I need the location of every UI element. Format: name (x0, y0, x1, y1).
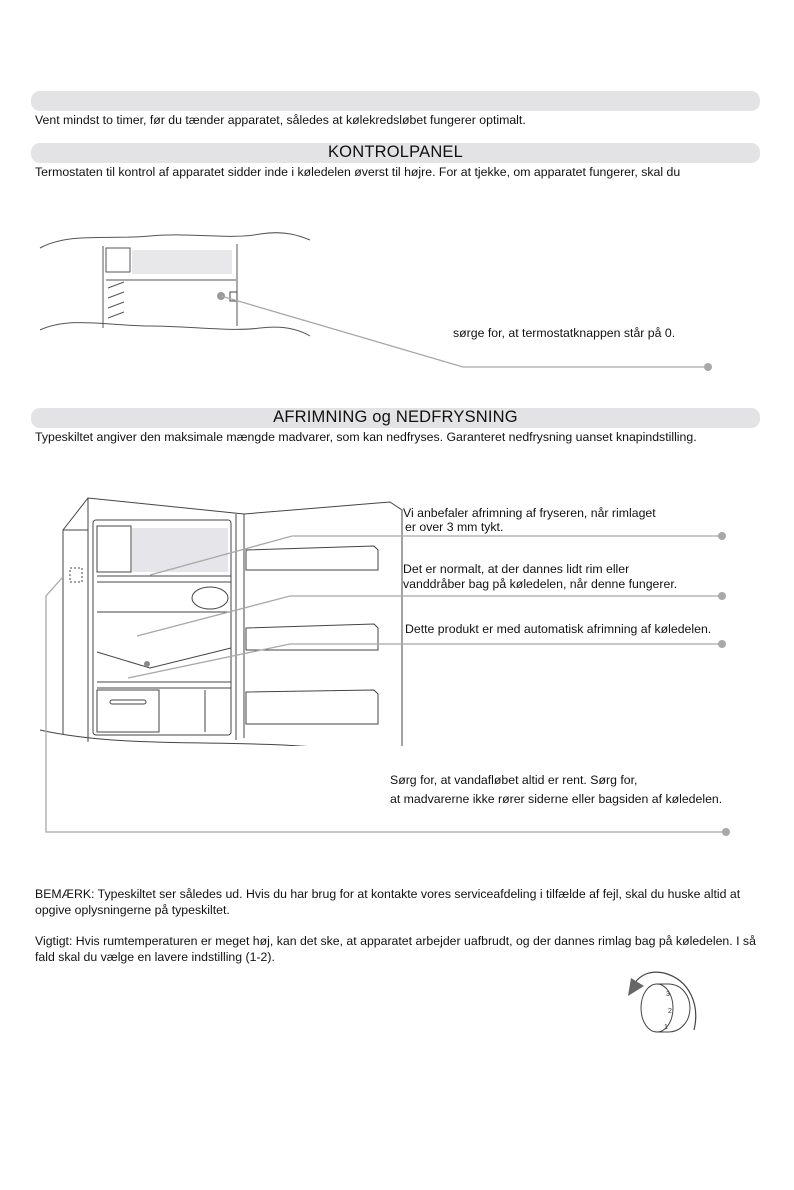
dial-label-1: 1 (664, 1024, 668, 1031)
kontrolpanel-text: Termostaten til kontrol af apparatet sidder inde i køledelen øverst til højre. For at tjekke, om apparatet fungerer, skal du (35, 165, 681, 179)
dial-label-3: 3 (666, 991, 670, 998)
callout-drain-line1: Sørg for, at vandafløbet altid er rent. Sørg for, (390, 773, 638, 787)
thermostat-callout: sørge for, at termostatknappen står på 0. (453, 326, 676, 340)
callout-rim-line2: vanddråber bag på køledelen, når denne fungerer. (403, 577, 678, 591)
callout-drain-line2: at madvarerne ikke rører siderne eller bagsiden af køledelen. (390, 792, 723, 806)
afrimning-title: AFRIMNING og NEDFRYSNING (273, 408, 518, 426)
callout-afrimning-line2: er over 3 mm tykt. (405, 520, 504, 534)
kontrolpanel-title: KONTROLPANEL (327, 143, 464, 161)
callout-rim-line1: Det er normalt, at der dannes lidt rim eller (403, 562, 630, 576)
afrimning-text: Typeskiltet angiver den maksimale mængde madvarer, som kan nedfryses. Garanteret nedfrysning uanset knapindstilling. (35, 430, 697, 444)
note-bemaerk: BEMÆRK: Typeskiltet ser således ud. Hvis du har brug for at kontakte vores serviceafdeling i tilfælde af fejl, skal du huske altid at opgive oplysningerne på typeskiltet. (35, 887, 741, 917)
callout-afrimning-line1: Vi anbefaler afrimning af fryseren, når rimlaget (403, 506, 656, 520)
dial-label-2: 2 (668, 1008, 672, 1015)
callout-auto-defrost: Dette produkt er med automatisk afrimning af køledelen. (405, 622, 712, 636)
note-vigtigt: Vigtigt: Hvis rumtemperaturen er meget høj, kan det ske, at apparatet arbejder uafbrudt, og der dannes rimlag bag på køledelen. I så fald skal du vælge en lavere indstilling (1-2). (35, 934, 756, 964)
intro-text: Vent mindst to timer, før du tænder apparatet, således at kølekredsløbet fungerer optimalt. (35, 113, 526, 127)
